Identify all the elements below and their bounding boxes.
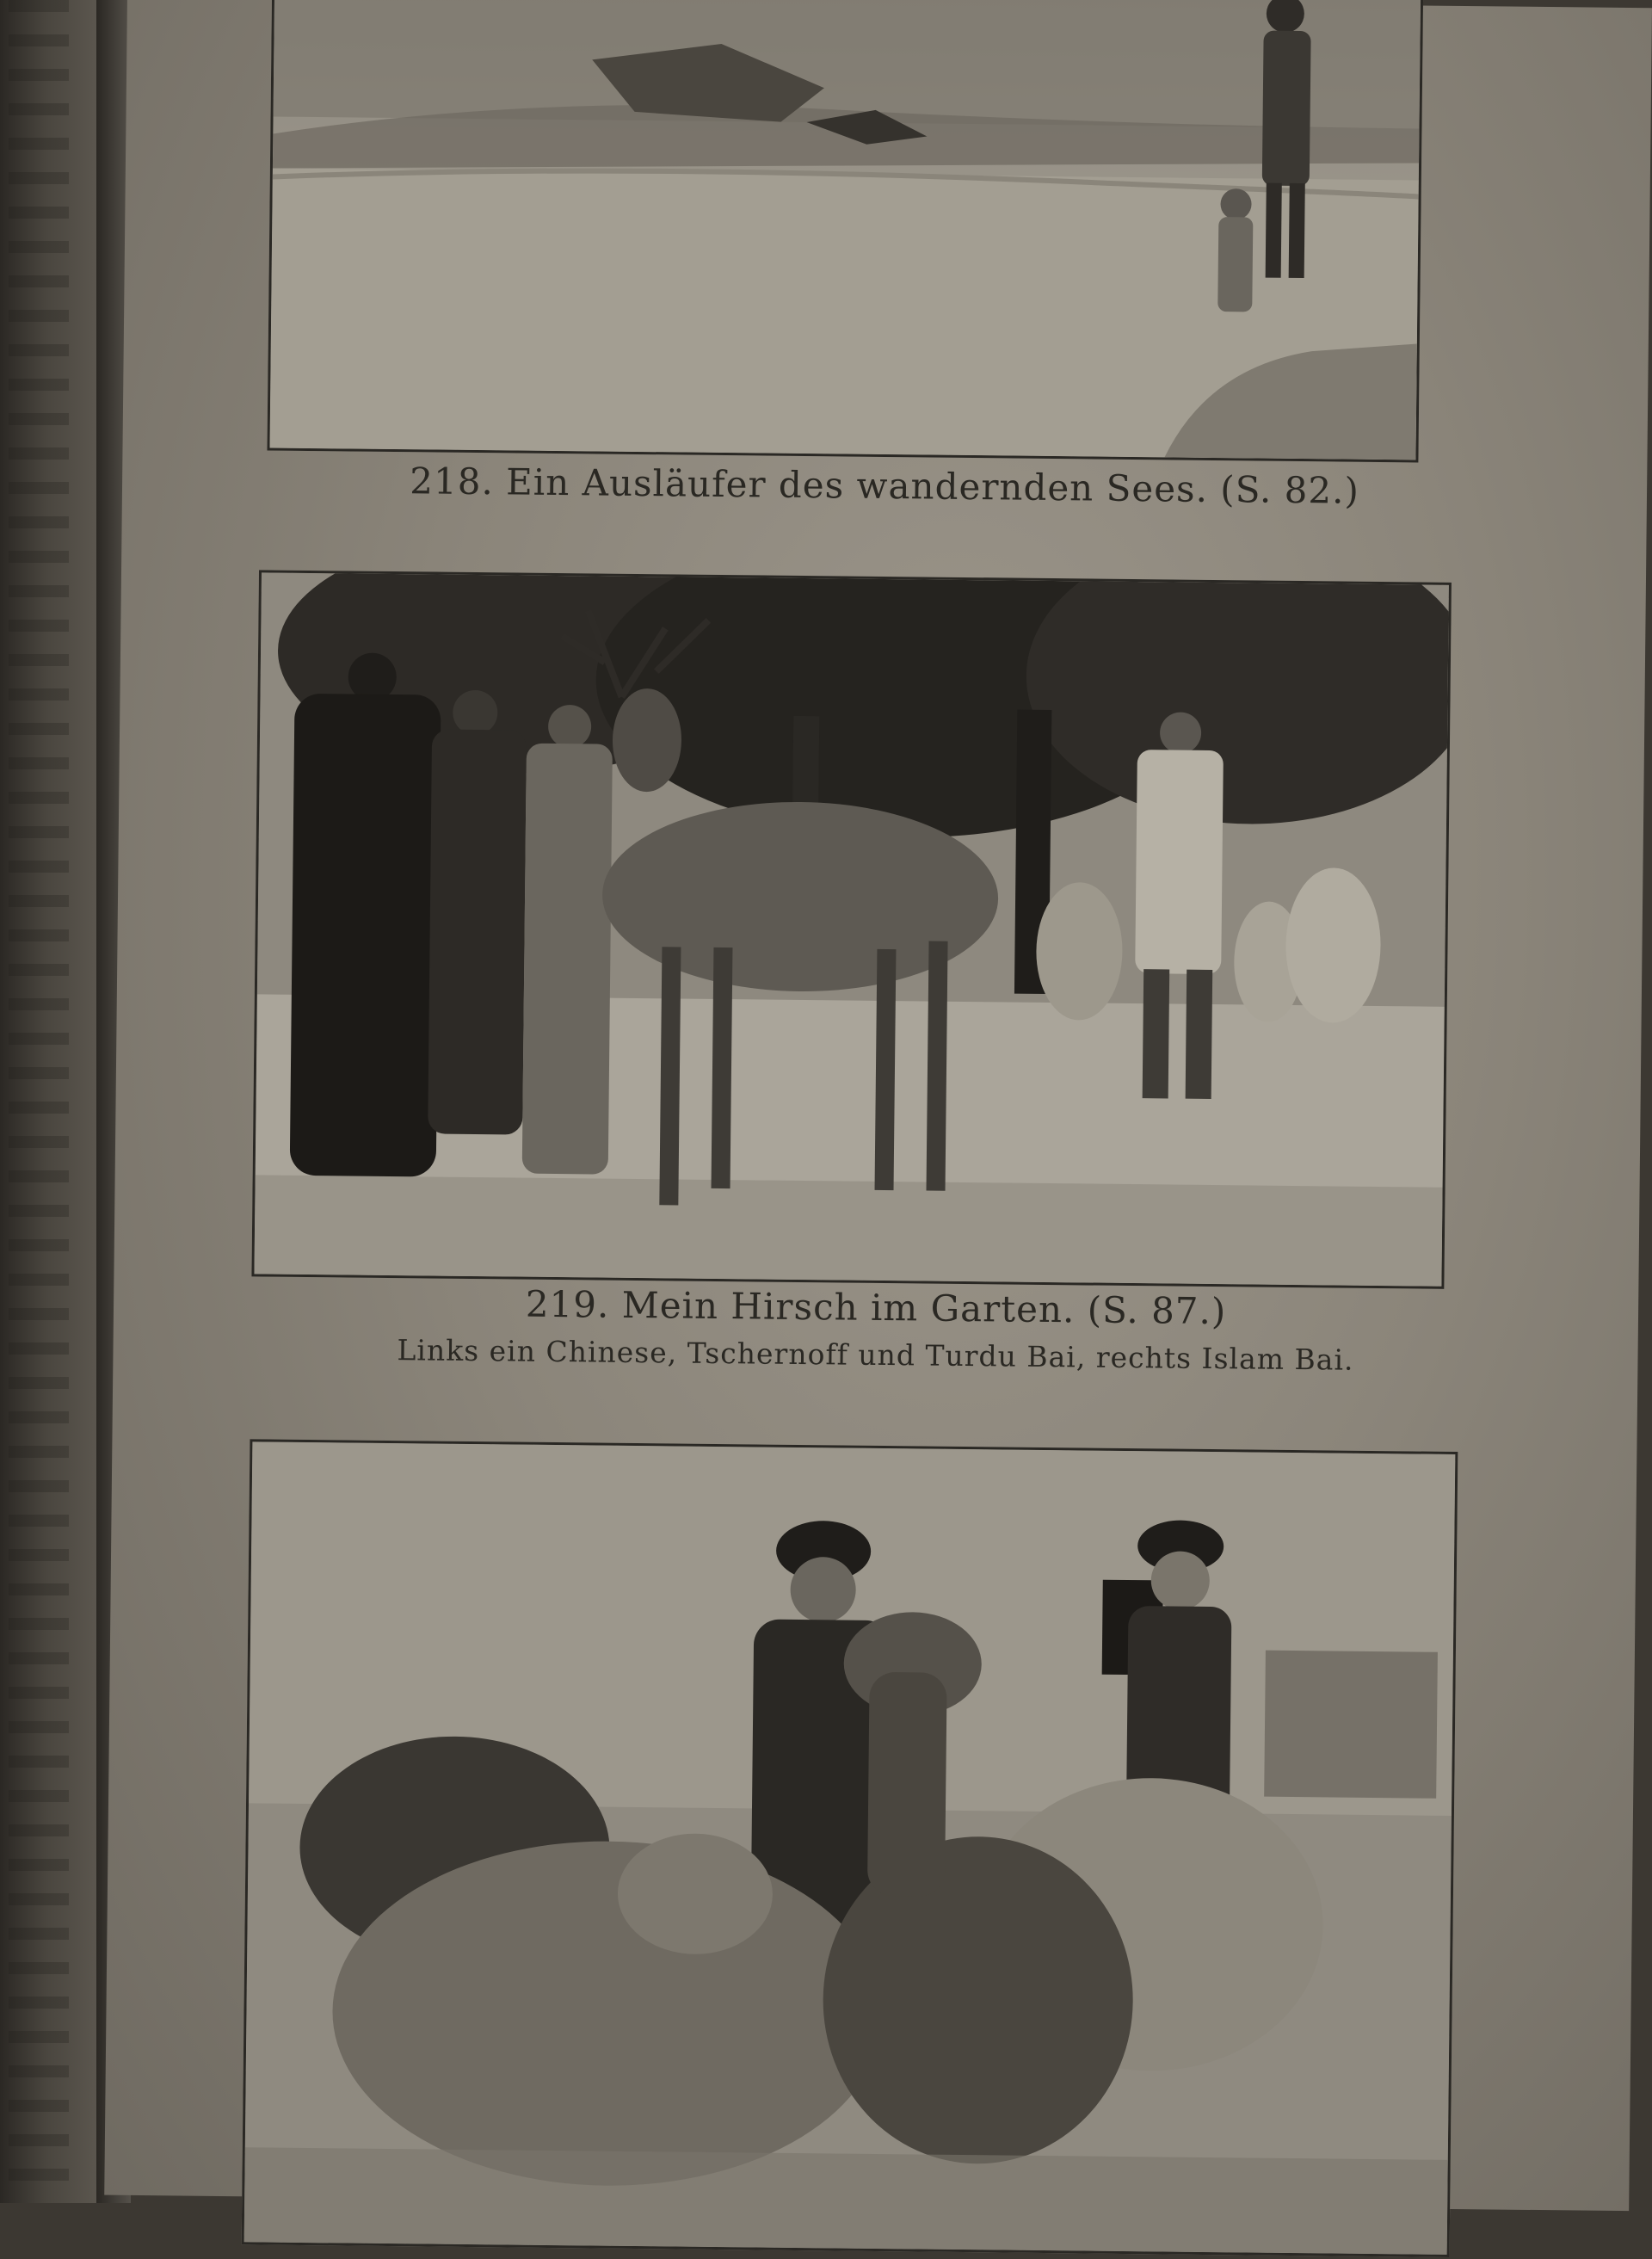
photo-plate-218 xyxy=(267,0,1423,462)
caption-218: 218. Ein Ausläufer des wandernden Sees. (S. 82.) xyxy=(410,460,1360,512)
book-page xyxy=(104,0,1652,2211)
stag-in-garden-photo xyxy=(254,572,1448,1286)
photo-plate-219 xyxy=(251,570,1452,1288)
photo-plate-220 xyxy=(242,1439,1458,2257)
group-of-people-left xyxy=(290,652,613,1179)
camels-and-soldiers-photo xyxy=(244,1441,1456,2255)
caption-219-subtitle: Links ein Chinese, Tschernoff und Turdu Bai, rechts Islam Bai. xyxy=(397,1333,1354,1377)
caption-219: 219. Mein Hirsch im Garten. (S. 87.) xyxy=(525,1282,1227,1333)
lake-shore-photo xyxy=(270,0,1421,460)
facing-page-text-lines xyxy=(9,0,69,2203)
facing-page-edge xyxy=(0,0,103,2203)
